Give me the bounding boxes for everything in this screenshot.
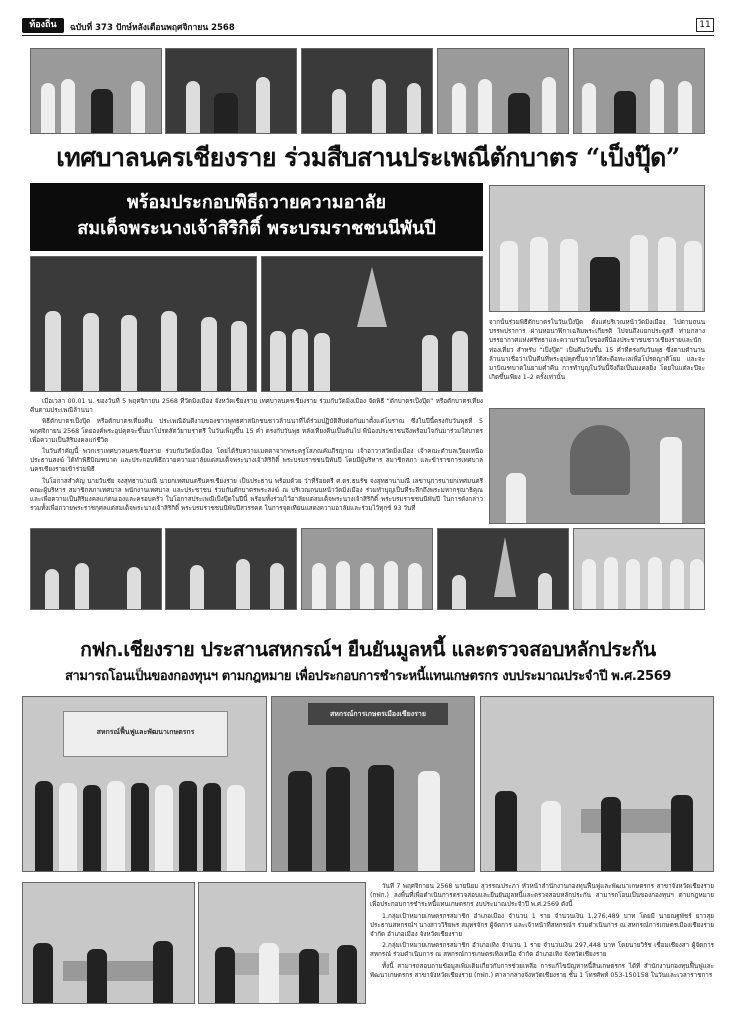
cooperative-sign-text: สหกรณ์การเกษตรเมืองเชียงราย [330, 710, 426, 718]
story2-paragraph: ทั้งนี้ สามารถสอบถามข้อมูลเพิ่มเติมเกี่ยวกับการช่วยเหลือ การแก้ไขปัญหาหนี้สินเกษตรกร ได้ที่ สำนักงานกองทุนฟื้นฟูและพัฒนาเกษตรกร สาขาจังหวัดเชียงราย (กฟก.) ศาลากลางจังหวัดเชียงราย ชั้น 1 โทรศัพท์ 053-150158 ในวันและเวลาราชการ [370, 962, 714, 979]
banner-line-2: สมเด็จพระนางเจ้าสิริกิติ์ พระบรมราชชนนีพันปี [77, 218, 436, 239]
story1-body [30, 397, 483, 520]
story1-paragraph: ในวันสำคัญนี้ พวกเราเทศบาลนครเชียงราย ร่วมกับวัดมิ่งเมือง โดยได้รับความเมตตาจากพระครูโสภณคัมภีรญาณ เจ้าอาวาสวัดมิ่งเมือง เจ้าคณะตำบลเวียงเหนือ ประธานสงฆ์ ได้ทำพิธีบิณฑบาต และประกอบพิธีถวายความอาลัยแด่สมเด็จพระนางเจ้าสิริกิติ์ พระบรมราชชนนีพันปี โดยมีผู้บริหาร สมาชิกสภา และข้าราชการเทศบาลนครเชียงรายเข้าร่วมพิธี [30, 448, 483, 474]
page-number: 11 [696, 18, 714, 32]
photo-strip-5 [573, 528, 705, 610]
photo-top-5 [573, 48, 705, 134]
story2-subheadline: สามารถโอนเป็นของกองทุนฯ ตามกฎหมาย เพื่อประกอบการชำระหนี้แทนเกษตรกร งบประมาณประจำปี พ.ศ.2569 [65, 669, 671, 684]
photo-document-handover [271, 696, 475, 872]
photo-strip-4 [437, 528, 569, 610]
photo-meeting-1 [22, 882, 195, 1004]
photo-strip-1 [30, 528, 162, 610]
photo-strip-3 [301, 528, 433, 610]
story1-paragraph: พิธีตักบาตรเป็งปุ๊ด หรือตักบาตรเที่ยงคืน ประเพณีอันดีงามของชาวพุทธศาสนิกชนชาวล้านนาที่ได้ร่วมปฏิบัติสืบต่อกันมาตั้งแต่โบราณ ซึ่งในปีนี้ตรงกับวันพุธที่ 5 พฤศจิกายน 2568 โดยองค์พระอุปคุตจะขึ้นมาโปรดสัตว์ยามราตรี ในวันเพ็ญขึ้น 15 ค่ำ ตรงกับวันพุธ หลังเที่ยงคืนเป็นต้นไป พี่น้องประชาชนจึงพร้อมใจกันมาร่วมใส่บาตรเพื่อความเป็นสิริมงคลแก่ชีวิต [30, 418, 483, 444]
issue-line: ฉบับที่ 373 ปักษ์หลังเดือนพฤศจิกายน 2568 [70, 23, 235, 33]
story2-body [370, 882, 714, 1008]
story1-banner [30, 183, 483, 251]
photo-cooperative-office [22, 696, 267, 872]
banner-line-1: พร้อมประกอบพิธีถวายความอาลัย [126, 192, 387, 213]
photo-strip-2 [165, 528, 297, 610]
photo-ceremony-group [489, 185, 705, 312]
photo-temple-night [261, 256, 483, 392]
logo-text: ท้องถิ่น [29, 20, 57, 30]
photo-meeting-2 [198, 882, 366, 1004]
photo-top-1 [30, 48, 162, 134]
story2-paragraph: 2.กลุ่มเป้าหมายเกษตรกรสมาชิก อำเภอเทิง จำนวน 1 ราย จำนวนเงิน 297,448 บาท โดยนายวิรัช เชื่อมเชียงสา ผู้จัดการสหกรณ์ ร่วมดำเนินการ ณ สหกรณ์การเกษตรเทิงเหนือ จำกัด อำเภอเทิง จังหวัดเชียงราย [370, 942, 714, 959]
photo-top-4 [437, 48, 569, 134]
story1-headline: เทศบาลนครเชียงราย ร่วมสืบสานประเพณีตักบาตร “เป็งปุ๊ด” [56, 143, 680, 172]
office-sign-text: สหกรณ์ฟื้นฟูและพัฒนาเกษตรกร [96, 728, 195, 736]
photo-night-procession [30, 256, 257, 392]
story2-paragraph: วันที่ 7 พฤศจิกายน 2568 นายนิยม สุวรรณประภา หัวหน้าสำนักงานกองทุนฟื้นฟูและพัฒนาเกษตรกร สาขาจังหวัดเชียงราย (กฟก.) ลงพื้นที่เพื่อดำเนินการตรวจสอบและยืนยันมูลหนี้และตรวจสอบหลักประกัน สามารถโอนเป็นของกองทุนฯ ตามกฎหมาย เพื่อประกอบการชำระหนี้แทนเกษตรกร งบประมาณประจำปี พ.ศ.2569 ดังนี้ [370, 883, 714, 909]
story2-paragraph: 1.กลุ่มเป้าหมายเกษตรกรสมาชิก อำเภอเมือง จำนวน 1 ราย จำนวนเงิน 1,276,489 บาท โดยมี นายณฐพัชร์ ยาวสุย ประธานสหกรณ์ฯ นางสาววิริยพร สมุทรจักร ผู้จัดการ และเจ้าหน้าที่สหกรณ์ฯ ร่วมดำเนินการ ณ สหกรณ์การเกษตรเมืองเชียงราย จำกัด อำเภอเมือง จังหวัดเชียงราย [370, 912, 714, 939]
newspaper-logo [22, 18, 64, 33]
page-header [22, 18, 714, 36]
photo-top-3 [301, 48, 433, 134]
story1-side-caption: จากนั้นร่วมพิธีตักบาตรในวันเป็งปุ๊ด ตั้งแต่บริเวณหน้าวัดมิ่งเมือง ไปตามถนนบรรพปราการ ผ่านหอนาฬิกาเฉลิมพระเกียรติ ไปจนถึงแยกประตูสลี ท่ามกลางบรรยากาศแห่งศรัทธาและความร่วมใจของพี่น้องประชาชนชาวเชียงรายและนักท่องเที่ยว สำหรับ “เป็งปุ๊ด” เป็นคืนวันขึ้น 15 ค่ำที่ตรงกับวันพุธ ซึ่งตามตำนานล้านนาเชื่อว่าเป็นคืนที่พระอุปคุตขึ้นจากใต้สะดือทะเลเพื่อโปรดญาติโยม และจะมาบิณฑบาตในยามค่ำคืน การทำบุญในวันนี้จึงถือเป็นมงคลยิ่ง โดยในแต่ละปีจะเกิดขึ้นเพียง 1–2 ครั้งเท่านั้น [489, 319, 705, 382]
photo-shrine-offering [489, 408, 705, 524]
photo-meeting-room [480, 696, 714, 872]
story1-paragraph: เมื่อเวลา 00.01 น. ของวันที่ 5 พฤศจิกายน 2568 ที่วัดมิ่งเมือง จังหวัดเชียงราย เทศบาลนครเชียงราย ร่วมกับวัดมิ่งเมือง จัดพิธี “ตักบาตรเป็งปุ๊ด” หรือตักบาตรเที่ยงคืนตามประเพณีล้านนา [30, 398, 483, 415]
story1-paragraph: ในโอกาสสำคัญ นายวันชัย จงสุทธานามณี นายกเทศมนตรีนครเชียงราย เป็นประธาน พร้อมด้วย ว่าที่ร้อยตรี ศ.ดร.ธนรัช จงสุทธานามณี เลขานุการนายกเทศมนตรี คณะผู้บริหาร สมาชิกสภาเทศบาล พนักงานเทศบาล และประชาชน ร่วมกันตักบาตรพระสงฆ์ ณ บริเวณถนนหน้าวัดมิ่งเมือง ร่วมทำบุญเป็นที่ระลึกถึงพระมหากรุณาธิคุณ และเพื่อความเป็นสิริมงคลแก่ตนเองและครอบครัว ในโอกาสประเพณีเป็งปุ๊ดในปีนี้ พร้อมทั้งร่วมไว้อาลัยแด่สมเด็จพระนางเจ้าสิริกิติ์ พระบรมราชชนนีพันปี ในการดังกล่าว รวมทั้งเพื่อถวายพระราชกุศลแด่สมเด็จพระนางเจ้าสิริกิติ์ พระบรมราชชนนีพันปีสวรรคต ในการจุดเทียนแสดงความอาลัยและร่วมไว้ทุกข์ 93 วันที่ [30, 477, 483, 513]
photo-top-2 [165, 48, 297, 134]
story2-headline: กฟก.เชียงราย ประสานสหกรณ์ฯ ยืนยันมูลหนี้ และตรวจสอบหลักประกัน [80, 638, 656, 661]
